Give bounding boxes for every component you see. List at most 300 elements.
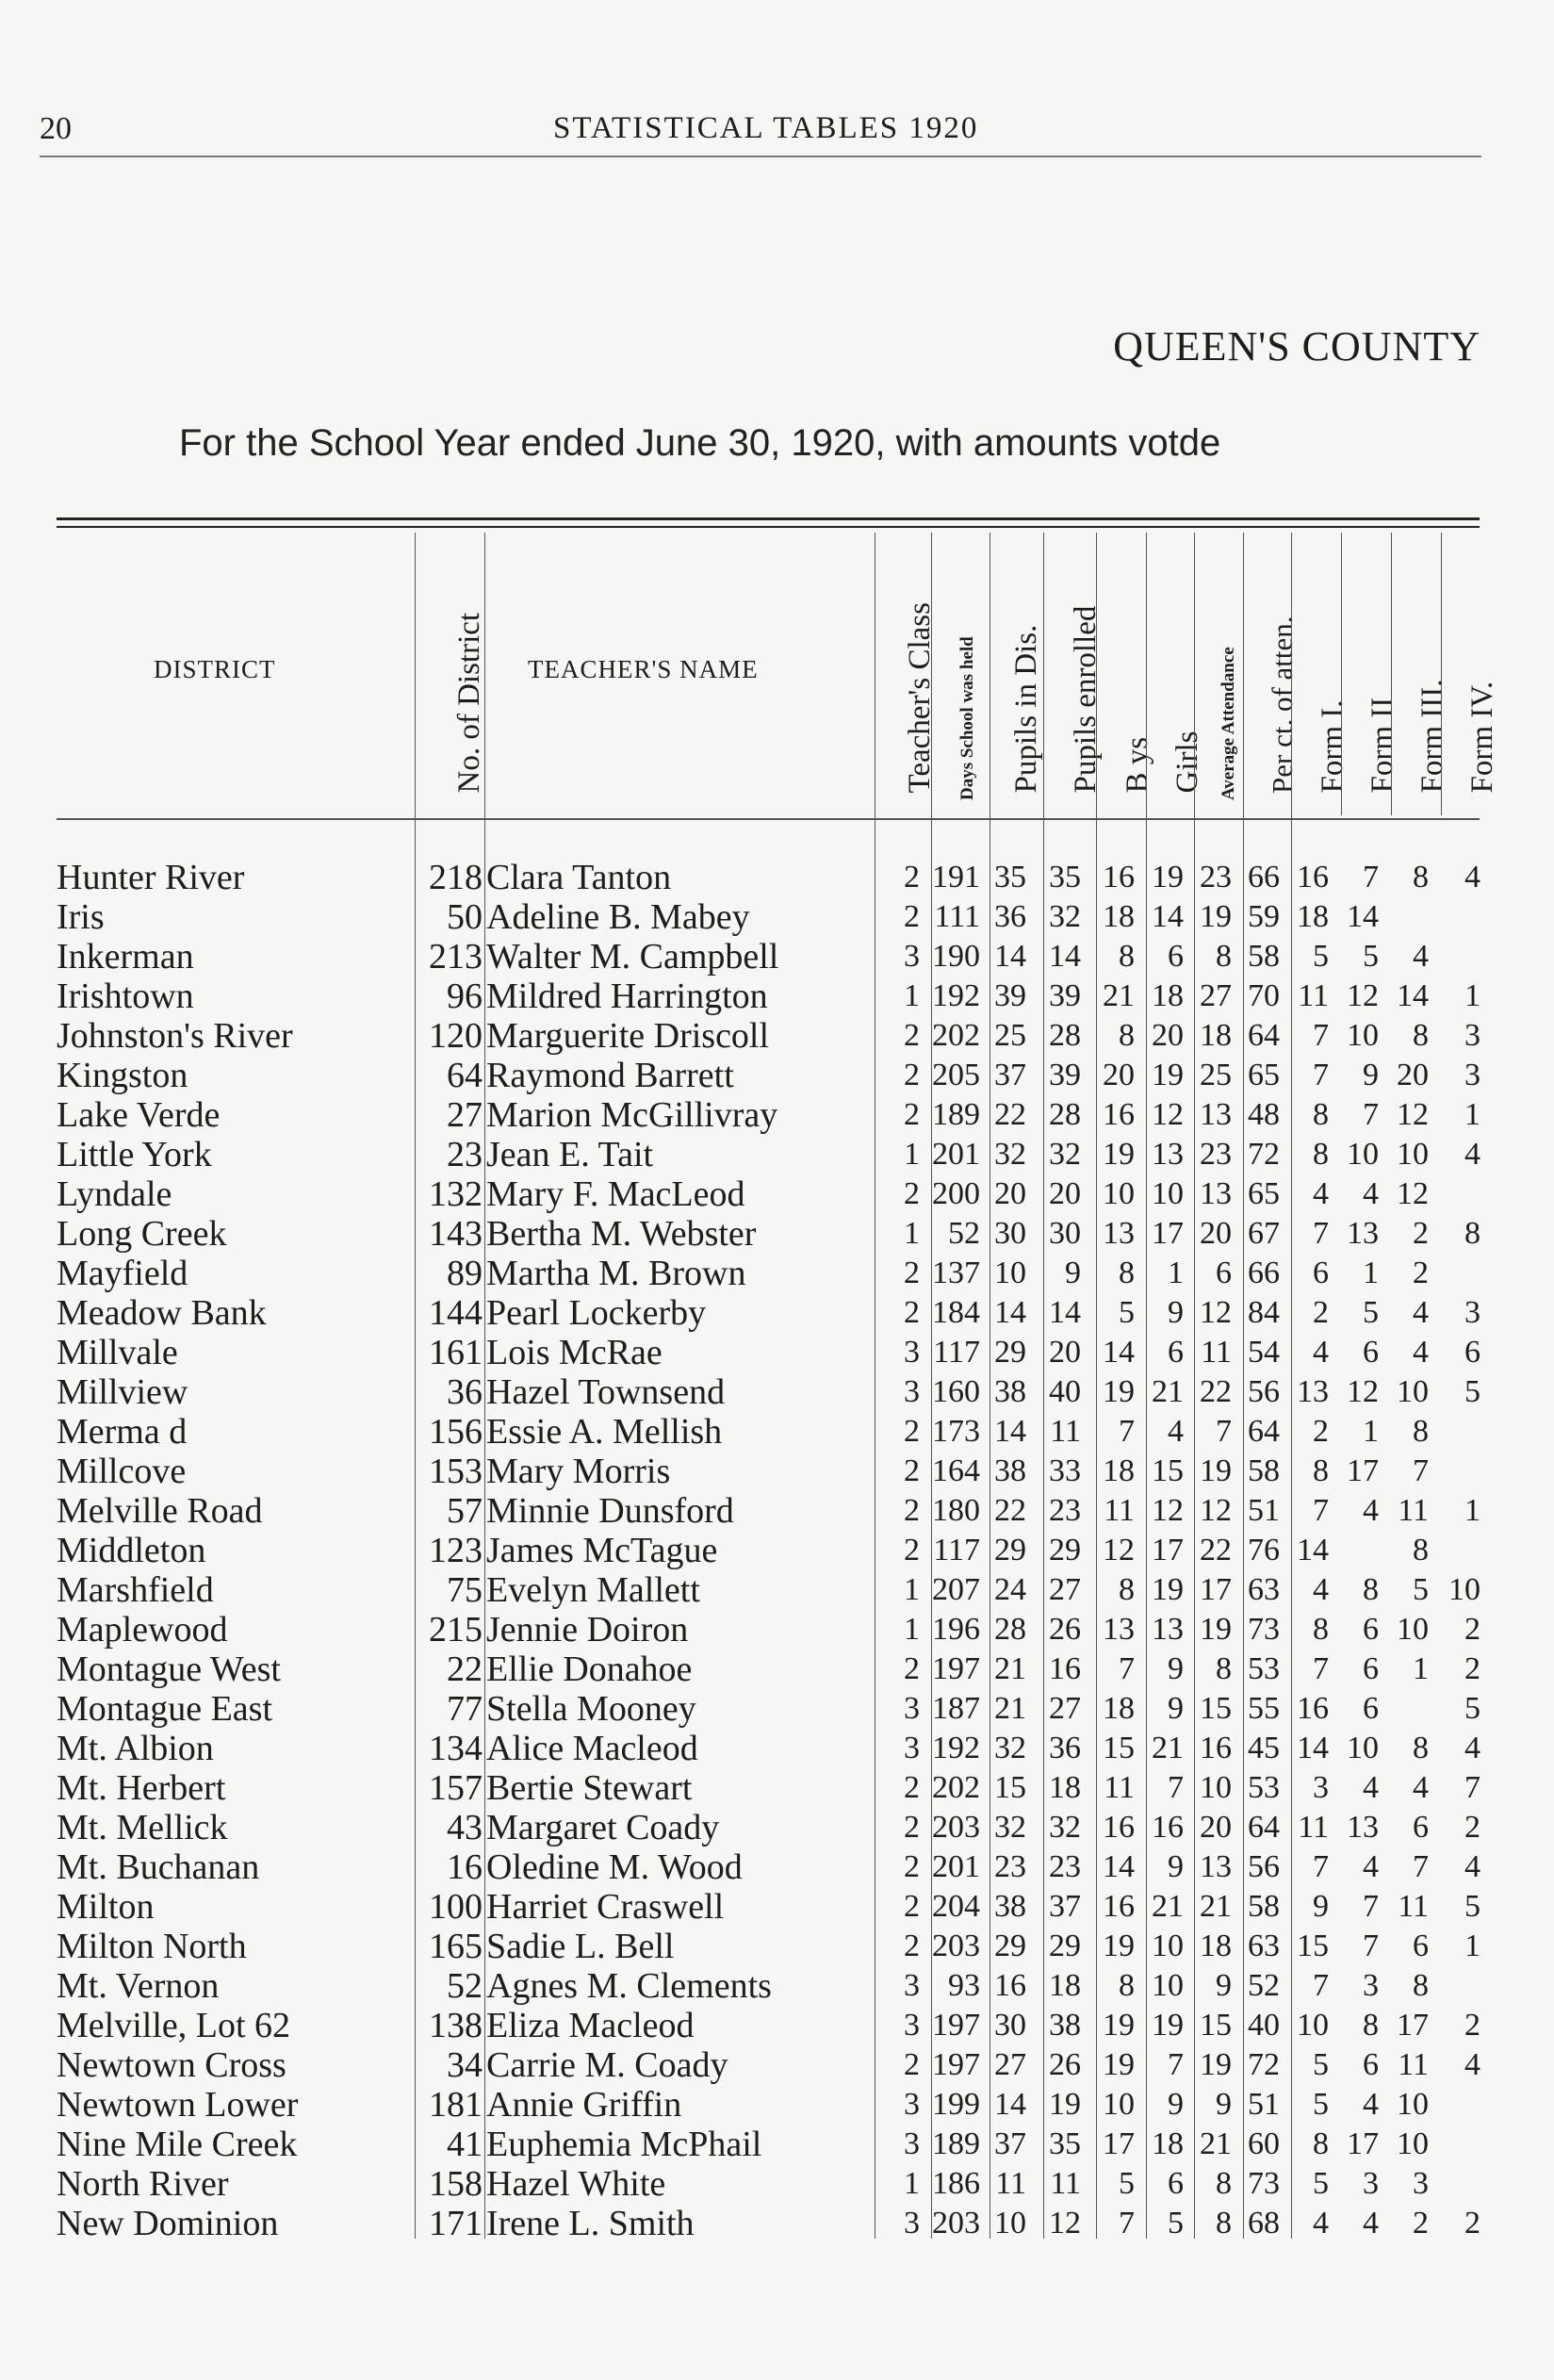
table-row <box>0 1452 1554 1491</box>
teacher-name-cell: Bertie Stewart <box>486 1768 693 1808</box>
pupils-enrolled-cell: 16 <box>1049 1651 1081 1686</box>
form2-cell: 8 <box>1363 1572 1379 1607</box>
avg-attendance-cell: 19 <box>1200 2047 1232 2082</box>
column-header-teachers-class: Teacher's Class <box>903 602 937 794</box>
form4-cell: 4 <box>1464 1731 1480 1765</box>
district-cell: Lyndale <box>57 1174 172 1214</box>
running-title: STATISTICAL TABLES 1920 <box>553 111 979 145</box>
pupils-enrolled-cell: 14 <box>1049 939 1081 974</box>
avg-attendance-cell: 17 <box>1200 1572 1232 1607</box>
form4-cell: 10 <box>1448 1572 1480 1607</box>
pupils-in-dis-cell: 29 <box>994 1335 1026 1370</box>
form2-cell: 13 <box>1347 1216 1379 1251</box>
table-row <box>0 1927 1554 1966</box>
avg-attendance-cell: 8 <box>1216 2166 1232 2201</box>
form2-cell: 1 <box>1363 1256 1379 1290</box>
days-held-cell: 189 <box>932 2126 980 2161</box>
boys-cell: 21 <box>1103 978 1135 1013</box>
form3-cell: 11 <box>1398 1889 1429 1924</box>
teacher-class-cell: 3 <box>904 1968 920 2003</box>
teacher-class-cell: 2 <box>904 1097 920 1132</box>
form4-cell: 2 <box>1464 2008 1480 2043</box>
district-cell: Merma d <box>57 1412 188 1452</box>
pupils-in-dis-cell: 37 <box>994 1058 1026 1092</box>
avg-attendance-cell: 19 <box>1200 1612 1232 1647</box>
table-row <box>0 1650 1554 1689</box>
table-row <box>0 1570 1554 1610</box>
form4-cell: 5 <box>1464 1889 1480 1924</box>
teacher-class-cell: 2 <box>904 899 920 934</box>
boys-cell: 8 <box>1119 1018 1135 1053</box>
form3-cell: 5 <box>1413 1572 1429 1607</box>
column-header-per-ct-atten: Per ct. of atten. <box>1266 616 1299 794</box>
table-row <box>0 1254 1554 1293</box>
days-held-cell: 203 <box>932 2206 980 2240</box>
form3-cell: 4 <box>1413 1295 1429 1330</box>
form3-cell: 8 <box>1413 860 1429 895</box>
table-top-rule <box>57 517 1480 520</box>
column-header-pupils-in-dis: Pupils in Dis. <box>1009 624 1043 794</box>
teacher-name-cell: Hazel Townsend <box>486 1372 726 1412</box>
avg-attendance-cell: 21 <box>1200 1889 1232 1924</box>
form3-cell: 6 <box>1413 1929 1429 1963</box>
table-row <box>0 937 1554 977</box>
form2-cell: 6 <box>1363 1651 1379 1686</box>
form2-cell: 10 <box>1347 1731 1379 1765</box>
pupils-in-dis-cell: 38 <box>994 1889 1026 1924</box>
boys-cell: 12 <box>1103 1533 1135 1568</box>
per-ct-atten-cell: 48 <box>1248 1097 1280 1132</box>
days-held-cell: 189 <box>932 1097 980 1132</box>
boys-cell: 19 <box>1103 1137 1135 1172</box>
form4-cell: 4 <box>1464 1849 1480 1884</box>
district-number-cell: 22 <box>447 1650 483 1689</box>
teacher-class-cell: 1 <box>904 978 920 1013</box>
girls-cell: 9 <box>1168 1651 1184 1686</box>
district-number-cell: 89 <box>447 1254 483 1293</box>
girls-cell: 9 <box>1168 1849 1184 1884</box>
boys-cell: 16 <box>1103 1810 1135 1845</box>
boys-cell: 5 <box>1119 2166 1135 2201</box>
girls-cell: 18 <box>1152 978 1184 1013</box>
form3-cell: 12 <box>1397 1176 1429 1211</box>
girls-cell: 19 <box>1152 2008 1184 2043</box>
girls-cell: 9 <box>1168 1295 1184 1330</box>
form2-cell: 7 <box>1363 1889 1379 1924</box>
form3-cell: 11 <box>1398 1493 1429 1528</box>
district-number-cell: 158 <box>429 2164 483 2204</box>
form1-cell: 9 <box>1313 1889 1329 1924</box>
teacher-class-cell: 3 <box>904 1374 920 1409</box>
teacher-class-cell: 3 <box>904 2087 920 2122</box>
form1-cell: 10 <box>1297 2008 1329 2043</box>
form1-cell: 16 <box>1297 1691 1329 1726</box>
pupils-enrolled-cell: 14 <box>1049 1295 1081 1330</box>
pupils-in-dis-cell: 23 <box>994 1849 1026 1884</box>
district-cell: Melville Road <box>57 1491 263 1531</box>
avg-attendance-cell: 27 <box>1200 978 1232 1013</box>
teacher-class-cell: 2 <box>904 1176 920 1211</box>
column-header-no-of-district: No. of District <box>452 612 486 794</box>
form1-cell: 4 <box>1313 2206 1329 2240</box>
form4-cell: 5 <box>1464 1691 1480 1726</box>
teacher-class-cell: 2 <box>904 1770 920 1805</box>
avg-attendance-cell: 20 <box>1200 1810 1232 1845</box>
form1-cell: 11 <box>1298 978 1329 1013</box>
avg-attendance-cell: 23 <box>1200 860 1232 895</box>
column-header-form1: Form I. <box>1316 699 1350 794</box>
district-number-cell: 138 <box>429 2006 483 2045</box>
table-row <box>0 858 1554 897</box>
form3-cell: 14 <box>1397 978 1429 1013</box>
form2-cell: 17 <box>1347 1453 1379 1488</box>
days-held-cell: 201 <box>932 1849 980 1884</box>
form3-cell: 20 <box>1397 1058 1429 1092</box>
avg-attendance-cell: 15 <box>1200 2008 1232 2043</box>
district-cell: Kingston <box>57 1056 188 1095</box>
boys-cell: 8 <box>1119 1968 1135 2003</box>
pupils-enrolled-cell: 23 <box>1049 1493 1081 1528</box>
district-number-cell: 100 <box>429 1887 483 1927</box>
avg-attendance-cell: 22 <box>1200 1533 1232 1568</box>
district-cell: Montague East <box>57 1689 273 1729</box>
avg-attendance-cell: 8 <box>1216 2206 1232 2240</box>
boys-cell: 17 <box>1103 2126 1135 2161</box>
girls-cell: 12 <box>1152 1493 1184 1528</box>
days-held-cell: 111 <box>934 899 980 934</box>
pupils-in-dis-cell: 32 <box>994 1137 1026 1172</box>
form3-cell: 4 <box>1413 939 1429 974</box>
days-held-cell: 190 <box>932 939 980 974</box>
column-header-days-school-held: Days School was held <box>957 636 977 800</box>
avg-attendance-cell: 20 <box>1200 1216 1232 1251</box>
girls-cell: 20 <box>1152 1018 1184 1053</box>
teacher-class-cell: 2 <box>904 1493 920 1528</box>
days-held-cell: 202 <box>932 1018 980 1053</box>
teacher-class-cell: 2 <box>904 2047 920 2082</box>
days-held-cell: 203 <box>932 1929 980 1963</box>
teacher-name-cell: Essie A. Mellish <box>486 1412 723 1452</box>
pupils-enrolled-cell: 39 <box>1049 978 1081 1013</box>
boys-cell: 20 <box>1103 1058 1135 1092</box>
district-number-cell: 34 <box>447 2045 483 2085</box>
district-number-cell: 157 <box>429 1768 483 1808</box>
pupils-in-dis-cell: 14 <box>994 1414 1026 1449</box>
page-header <box>40 111 1481 149</box>
avg-attendance-cell: 23 <box>1200 1137 1232 1172</box>
girls-cell: 13 <box>1152 1137 1184 1172</box>
girls-cell: 10 <box>1152 1176 1184 1211</box>
pupils-in-dis-cell: 22 <box>994 1493 1026 1528</box>
girls-cell: 10 <box>1152 1929 1184 1963</box>
teacher-class-cell: 2 <box>904 1453 920 1488</box>
pupils-enrolled-cell: 39 <box>1049 1058 1081 1092</box>
days-held-cell: 199 <box>932 2087 980 2122</box>
district-number-cell: 96 <box>447 977 483 1016</box>
per-ct-atten-cell: 68 <box>1248 2206 1280 2240</box>
form1-cell: 5 <box>1313 939 1329 974</box>
teacher-name-cell: Mary Morris <box>486 1452 671 1491</box>
pupils-enrolled-cell: 23 <box>1049 1849 1081 1884</box>
form4-cell: 5 <box>1464 1374 1480 1409</box>
girls-cell: 13 <box>1152 1612 1184 1647</box>
days-held-cell: 202 <box>932 1770 980 1805</box>
girls-cell: 6 <box>1168 1335 1184 1370</box>
per-ct-atten-cell: 64 <box>1248 1018 1280 1053</box>
teacher-name-cell: James McTague <box>486 1531 718 1570</box>
table-row <box>0 1214 1554 1254</box>
days-held-cell: 117 <box>933 1335 980 1370</box>
boys-cell: 18 <box>1103 1453 1135 1488</box>
form1-cell: 7 <box>1313 1058 1329 1092</box>
form2-cell: 12 <box>1347 1374 1379 1409</box>
avg-attendance-cell: 22 <box>1200 1374 1232 1409</box>
form4-cell: 3 <box>1464 1018 1480 1053</box>
avg-attendance-cell: 12 <box>1200 1493 1232 1528</box>
days-held-cell: 203 <box>932 1810 980 1845</box>
form4-cell: 1 <box>1464 978 1480 1013</box>
pupils-in-dis-cell: 10 <box>994 1256 1026 1290</box>
teacher-name-cell: Mary F. MacLeod <box>486 1174 745 1214</box>
district-number-cell: 41 <box>447 2125 483 2164</box>
girls-cell: 7 <box>1168 1770 1184 1805</box>
avg-attendance-cell: 13 <box>1200 1849 1232 1884</box>
boys-cell: 13 <box>1103 1216 1135 1251</box>
per-ct-atten-cell: 59 <box>1248 899 1280 934</box>
table-row <box>0 1729 1554 1768</box>
header-rule <box>40 156 1481 157</box>
teacher-name-cell: Marguerite Driscoll <box>486 1016 770 1056</box>
per-ct-atten-cell: 64 <box>1248 1414 1280 1449</box>
girls-cell: 16 <box>1152 1810 1184 1845</box>
district-cell: Irishtown <box>57 977 194 1016</box>
form1-cell: 8 <box>1313 1137 1329 1172</box>
district-number-cell: 165 <box>429 1927 483 1966</box>
form4-cell: 2 <box>1464 2206 1480 2240</box>
district-cell: New Dominion <box>57 2204 279 2243</box>
teacher-class-cell: 2 <box>904 1810 920 1845</box>
form2-cell: 7 <box>1363 1929 1379 1963</box>
district-cell: Melville, Lot 62 <box>57 2006 291 2045</box>
district-cell: Newtown Cross <box>57 2045 286 2085</box>
form1-cell: 8 <box>1313 1097 1329 1132</box>
district-cell: Mt. Herbert <box>57 1768 226 1808</box>
table-row <box>0 1768 1554 1808</box>
pupils-enrolled-cell: 38 <box>1049 2008 1081 2043</box>
district-number-cell: 50 <box>447 897 483 937</box>
form1-cell: 14 <box>1297 1533 1329 1568</box>
form1-cell: 15 <box>1297 1929 1329 1963</box>
table-row <box>0 2125 1554 2164</box>
form2-cell: 9 <box>1363 1058 1379 1092</box>
pupils-in-dis-cell: 24 <box>994 1572 1026 1607</box>
avg-attendance-cell: 10 <box>1200 1770 1232 1805</box>
page-number: 20 <box>40 111 72 146</box>
form3-cell: 2 <box>1413 1256 1429 1290</box>
per-ct-atten-cell: 58 <box>1248 939 1280 974</box>
days-held-cell: 204 <box>932 1889 980 1924</box>
teacher-class-cell: 3 <box>904 1731 920 1765</box>
boys-cell: 7 <box>1119 1414 1135 1449</box>
pupils-enrolled-cell: 19 <box>1049 2087 1081 2122</box>
column-rule <box>1341 533 1342 815</box>
pupils-enrolled-cell: 36 <box>1049 1731 1081 1765</box>
form3-cell: 3 <box>1413 2166 1429 2201</box>
teacher-name-cell: Jennie Doiron <box>486 1610 689 1650</box>
girls-cell: 4 <box>1168 1414 1184 1449</box>
boys-cell: 11 <box>1104 1770 1135 1805</box>
table-top-rule-2 <box>57 526 1480 528</box>
district-cell: Milton North <box>57 1927 247 1966</box>
table-row <box>0 977 1554 1016</box>
column-rule <box>1441 533 1442 815</box>
district-number-cell: 43 <box>447 1808 483 1847</box>
pupils-in-dis-cell: 27 <box>994 2047 1026 2082</box>
district-number-cell: 75 <box>447 1570 483 1610</box>
girls-cell: 19 <box>1152 1058 1184 1092</box>
table-row <box>0 1808 1554 1847</box>
per-ct-atten-cell: 84 <box>1248 1295 1280 1330</box>
days-held-cell: 184 <box>932 1295 980 1330</box>
pupils-enrolled-cell: 11 <box>1050 1414 1081 1449</box>
form4-cell: 1 <box>1464 1097 1480 1132</box>
per-ct-atten-cell: 63 <box>1248 1572 1280 1607</box>
teacher-name-cell: Minnie Dunsford <box>486 1491 734 1531</box>
avg-attendance-cell: 13 <box>1200 1176 1232 1211</box>
form4-cell: 3 <box>1464 1295 1480 1330</box>
district-cell: Montague West <box>57 1650 281 1689</box>
district-cell: Mt. Mellick <box>57 1808 228 1847</box>
form1-cell: 7 <box>1313 1968 1329 2003</box>
pupils-in-dis-cell: 28 <box>994 1612 1026 1647</box>
pupils-enrolled-cell: 30 <box>1049 1216 1081 1251</box>
days-held-cell: 173 <box>932 1414 980 1449</box>
teacher-name-cell: Eliza Macleod <box>486 2006 695 2045</box>
form4-cell: 4 <box>1464 2047 1480 2082</box>
form1-cell: 7 <box>1313 1849 1329 1884</box>
teacher-class-cell: 2 <box>904 1058 920 1092</box>
per-ct-atten-cell: 70 <box>1248 978 1280 1013</box>
girls-cell: 15 <box>1152 1453 1184 1488</box>
form2-cell: 14 <box>1347 899 1379 934</box>
pupils-in-dis-cell: 22 <box>994 1097 1026 1132</box>
pupils-enrolled-cell: 12 <box>1049 2206 1081 2240</box>
days-held-cell: 197 <box>932 1651 980 1686</box>
form3-cell: 8 <box>1413 1731 1429 1765</box>
district-number-cell: 64 <box>447 1056 483 1095</box>
days-held-cell: 197 <box>932 2008 980 2043</box>
teacher-class-cell: 3 <box>904 2126 920 2161</box>
district-cell: Millcove <box>57 1452 187 1491</box>
per-ct-atten-cell: 58 <box>1248 1889 1280 1924</box>
table-row <box>0 1333 1554 1372</box>
district-cell: Mt. Albion <box>57 1729 214 1768</box>
pupils-enrolled-cell: 40 <box>1049 1374 1081 1409</box>
form2-cell: 17 <box>1347 2126 1379 2161</box>
district-number-cell: 27 <box>447 1095 483 1135</box>
district-cell: Johnston's River <box>57 1016 293 1056</box>
days-held-cell: 137 <box>932 1256 980 1290</box>
district-cell: Iris <box>57 897 105 937</box>
table-row <box>0 1135 1554 1174</box>
girls-cell: 7 <box>1168 2047 1184 2082</box>
form3-cell: 4 <box>1413 1770 1429 1805</box>
form2-cell: 3 <box>1363 1968 1379 2003</box>
avg-attendance-cell: 18 <box>1200 1929 1232 1963</box>
form1-cell: 8 <box>1313 2126 1329 2161</box>
per-ct-atten-cell: 52 <box>1248 1968 1280 2003</box>
teacher-name-cell: Oledine M. Wood <box>486 1847 743 1887</box>
teacher-class-cell: 2 <box>904 860 920 895</box>
column-header-district: DISTRICT <box>154 655 276 683</box>
district-cell: Middleton <box>57 1531 206 1570</box>
per-ct-atten-cell: 73 <box>1248 1612 1280 1647</box>
days-held-cell: 160 <box>932 1374 980 1409</box>
days-held-cell: 191 <box>932 860 980 895</box>
pupils-enrolled-cell: 28 <box>1049 1097 1081 1132</box>
teacher-class-cell: 2 <box>904 1533 920 1568</box>
teacher-name-cell: Pearl Lockerby <box>486 1293 707 1333</box>
avg-attendance-cell: 8 <box>1216 939 1232 974</box>
avg-attendance-cell: 9 <box>1216 2087 1232 2122</box>
girls-cell: 21 <box>1152 1374 1184 1409</box>
district-cell: Maplewood <box>57 1610 228 1650</box>
district-cell: North River <box>57 2164 229 2204</box>
teacher-class-cell: 3 <box>904 939 920 974</box>
boys-cell: 7 <box>1119 2206 1135 2240</box>
district-number-cell: 144 <box>429 1293 483 1333</box>
table-row <box>0 1531 1554 1570</box>
days-held-cell: 117 <box>933 1533 980 1568</box>
table-row <box>0 2204 1554 2243</box>
boys-cell: 7 <box>1119 1651 1135 1686</box>
teacher-class-cell: 3 <box>904 2206 920 2240</box>
girls-cell: 9 <box>1168 1691 1184 1726</box>
pupils-in-dis-cell: 14 <box>994 1295 1026 1330</box>
teacher-name-cell: Lois McRae <box>486 1333 662 1372</box>
form4-cell: 4 <box>1464 860 1480 895</box>
teacher-name-cell: Harriet Craswell <box>486 1887 725 1927</box>
form1-cell: 16 <box>1297 860 1329 895</box>
avg-attendance-cell: 13 <box>1200 1097 1232 1132</box>
table-row <box>0 1491 1554 1531</box>
teacher-class-cell: 2 <box>904 1018 920 1053</box>
teacher-name-cell: Walter M. Campbell <box>486 937 779 977</box>
pupils-in-dis-cell: 38 <box>994 1374 1026 1409</box>
table-header-rule <box>57 818 1480 820</box>
column-header-teacher-name: TEACHER'S NAME <box>528 655 759 683</box>
avg-attendance-cell: 6 <box>1216 1256 1232 1290</box>
column-header-form2: Form II <box>1366 697 1399 794</box>
boys-cell: 19 <box>1103 1929 1135 1963</box>
avg-attendance-cell: 12 <box>1200 1295 1232 1330</box>
form2-cell: 7 <box>1363 1097 1379 1132</box>
per-ct-atten-cell: 63 <box>1248 1929 1280 1963</box>
teacher-class-cell: 1 <box>904 1572 920 1607</box>
girls-cell: 6 <box>1168 2166 1184 2201</box>
form1-cell: 14 <box>1297 1731 1329 1765</box>
form3-cell: 1 <box>1413 1651 1429 1686</box>
subtitle: For the School Year ended June 30, 1920, with amounts votde <box>179 422 1221 464</box>
avg-attendance-cell: 8 <box>1216 1651 1232 1686</box>
pupils-in-dis-cell: 35 <box>994 860 1026 895</box>
per-ct-atten-cell: 66 <box>1248 860 1280 895</box>
girls-cell: 5 <box>1168 2206 1184 2240</box>
pupils-enrolled-cell: 29 <box>1049 1929 1081 1963</box>
district-number-cell: 218 <box>429 858 483 897</box>
pupils-in-dis-cell: 30 <box>994 1216 1026 1251</box>
form3-cell: 2 <box>1413 1216 1429 1251</box>
